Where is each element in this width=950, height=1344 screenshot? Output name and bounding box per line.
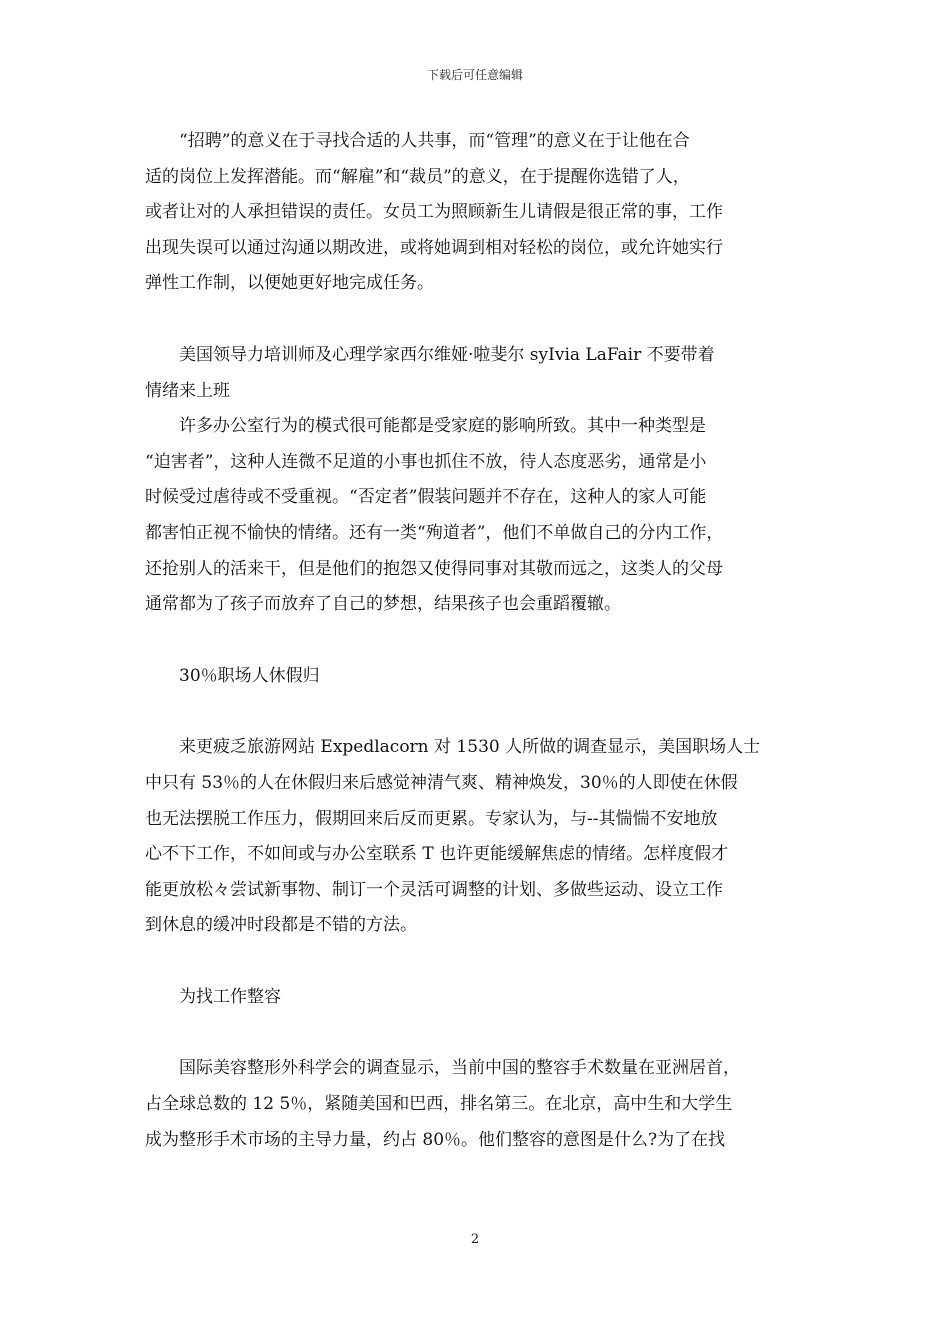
paragraph-line: 美国领导力培训师及心理学家西尔维娅·啦斐尔 syIvia LaFair 不要带着 bbox=[145, 344, 715, 365]
paragraph-line: “迫害者”，这种人连微不足道的小事也抓住不放，待人态度恶劣，通常是小 bbox=[145, 451, 707, 472]
paragraph-line: 许多办公室行为的模式很可能都是受家庭的影响所致。其中一种类型是 bbox=[145, 416, 706, 437]
paragraph-line: 通常都为了孩子而放弃了自己的梦想，结果孩子也会重蹈覆辙。 bbox=[145, 594, 621, 615]
paragraph-line: 弹性工作制，以便她更好地完成任务。 bbox=[145, 273, 434, 294]
paragraph-line: 时候受过虐待或不受重视。“否定者”假装问题并不存在，这种人的家人可能 bbox=[145, 487, 707, 508]
paragraph-line: 到休息的缓冲时段都是不错的方法。 bbox=[145, 915, 417, 936]
paragraph-line: 心不下工作，不如间或与办公室联系 T 也许更能缓解焦虑的情绪。怎样度假才 bbox=[145, 844, 729, 865]
paragraph-line: 能更放松々尝试新事物、制订一个灵活可调整的计划、多做些运动、设立工作 bbox=[145, 879, 723, 900]
paragraph-line: 中只有 53％的人在休假归来后感觉神清气爽、精神焕发，30％的人即使在休假 bbox=[145, 772, 738, 793]
paragraph-line: 出现失误可以通过沟通以期改进，或将她调到相对轻松的岗位，或允许她实行 bbox=[145, 237, 723, 258]
section-heading: 为找工作整容 bbox=[145, 986, 281, 1007]
paragraph-gap bbox=[145, 1015, 810, 1051]
paragraph-gap bbox=[145, 944, 810, 980]
paragraph-gap bbox=[145, 694, 810, 730]
paragraph-line: “招聘”的意义在于寻找合适的人共事，而“管理”的意义在于让他在合 bbox=[145, 131, 690, 151]
paragraph-gap bbox=[145, 623, 810, 659]
page-number: 2 bbox=[470, 1232, 480, 1247]
paragraph-line: 成为整形手术市场的主导力量，约占 80％。他们整容的意图是什么?为了在找 bbox=[145, 1129, 726, 1150]
section-heading: 30％职场人休假归 bbox=[145, 665, 320, 686]
paragraph-line: 适的岗位上发挥潜能。而“解雇”和“裁员”的意义，在于提醒你选错了人， bbox=[145, 166, 690, 187]
paragraph-line: 国际美容整形外科学会的调查显示，当前中国的整容手术数量在亚洲居首， bbox=[145, 1058, 740, 1079]
paragraph-line: 占全球总数的 12 5％，紧随美国和巴西，排名第三。在北京，高中生和大学生 bbox=[145, 1094, 733, 1115]
paragraph-line: 或者让对的人承担错误的责任。女员工为照顾新生儿请假是很正常的事，工作 bbox=[145, 202, 723, 223]
paragraph-line: 也无法摆脱工作压力，假期回来后反而更累。专家认为，与--其惴惴不安地放 bbox=[145, 808, 718, 829]
paragraph-line: 还抢别人的活来干，但是他们的抱怨又使得同事对其敬而远之，这类人的父母 bbox=[145, 558, 723, 579]
paragraph-gap bbox=[145, 302, 810, 338]
page-header: 下载后可任意编辑 bbox=[426, 68, 523, 82]
document-body bbox=[145, 124, 810, 1158]
paragraph-line: 来更疲乏旅游网站 Expedlacorn 对 1530 人所做的调查显示，美国职场人士 bbox=[145, 737, 761, 758]
paragraph-line: 都害怕正视不愉快的情绪。还有一类“殉道者”，他们不单做自己的分内工作， bbox=[145, 522, 724, 543]
paragraph-line: 情绪来上班 bbox=[145, 380, 230, 401]
